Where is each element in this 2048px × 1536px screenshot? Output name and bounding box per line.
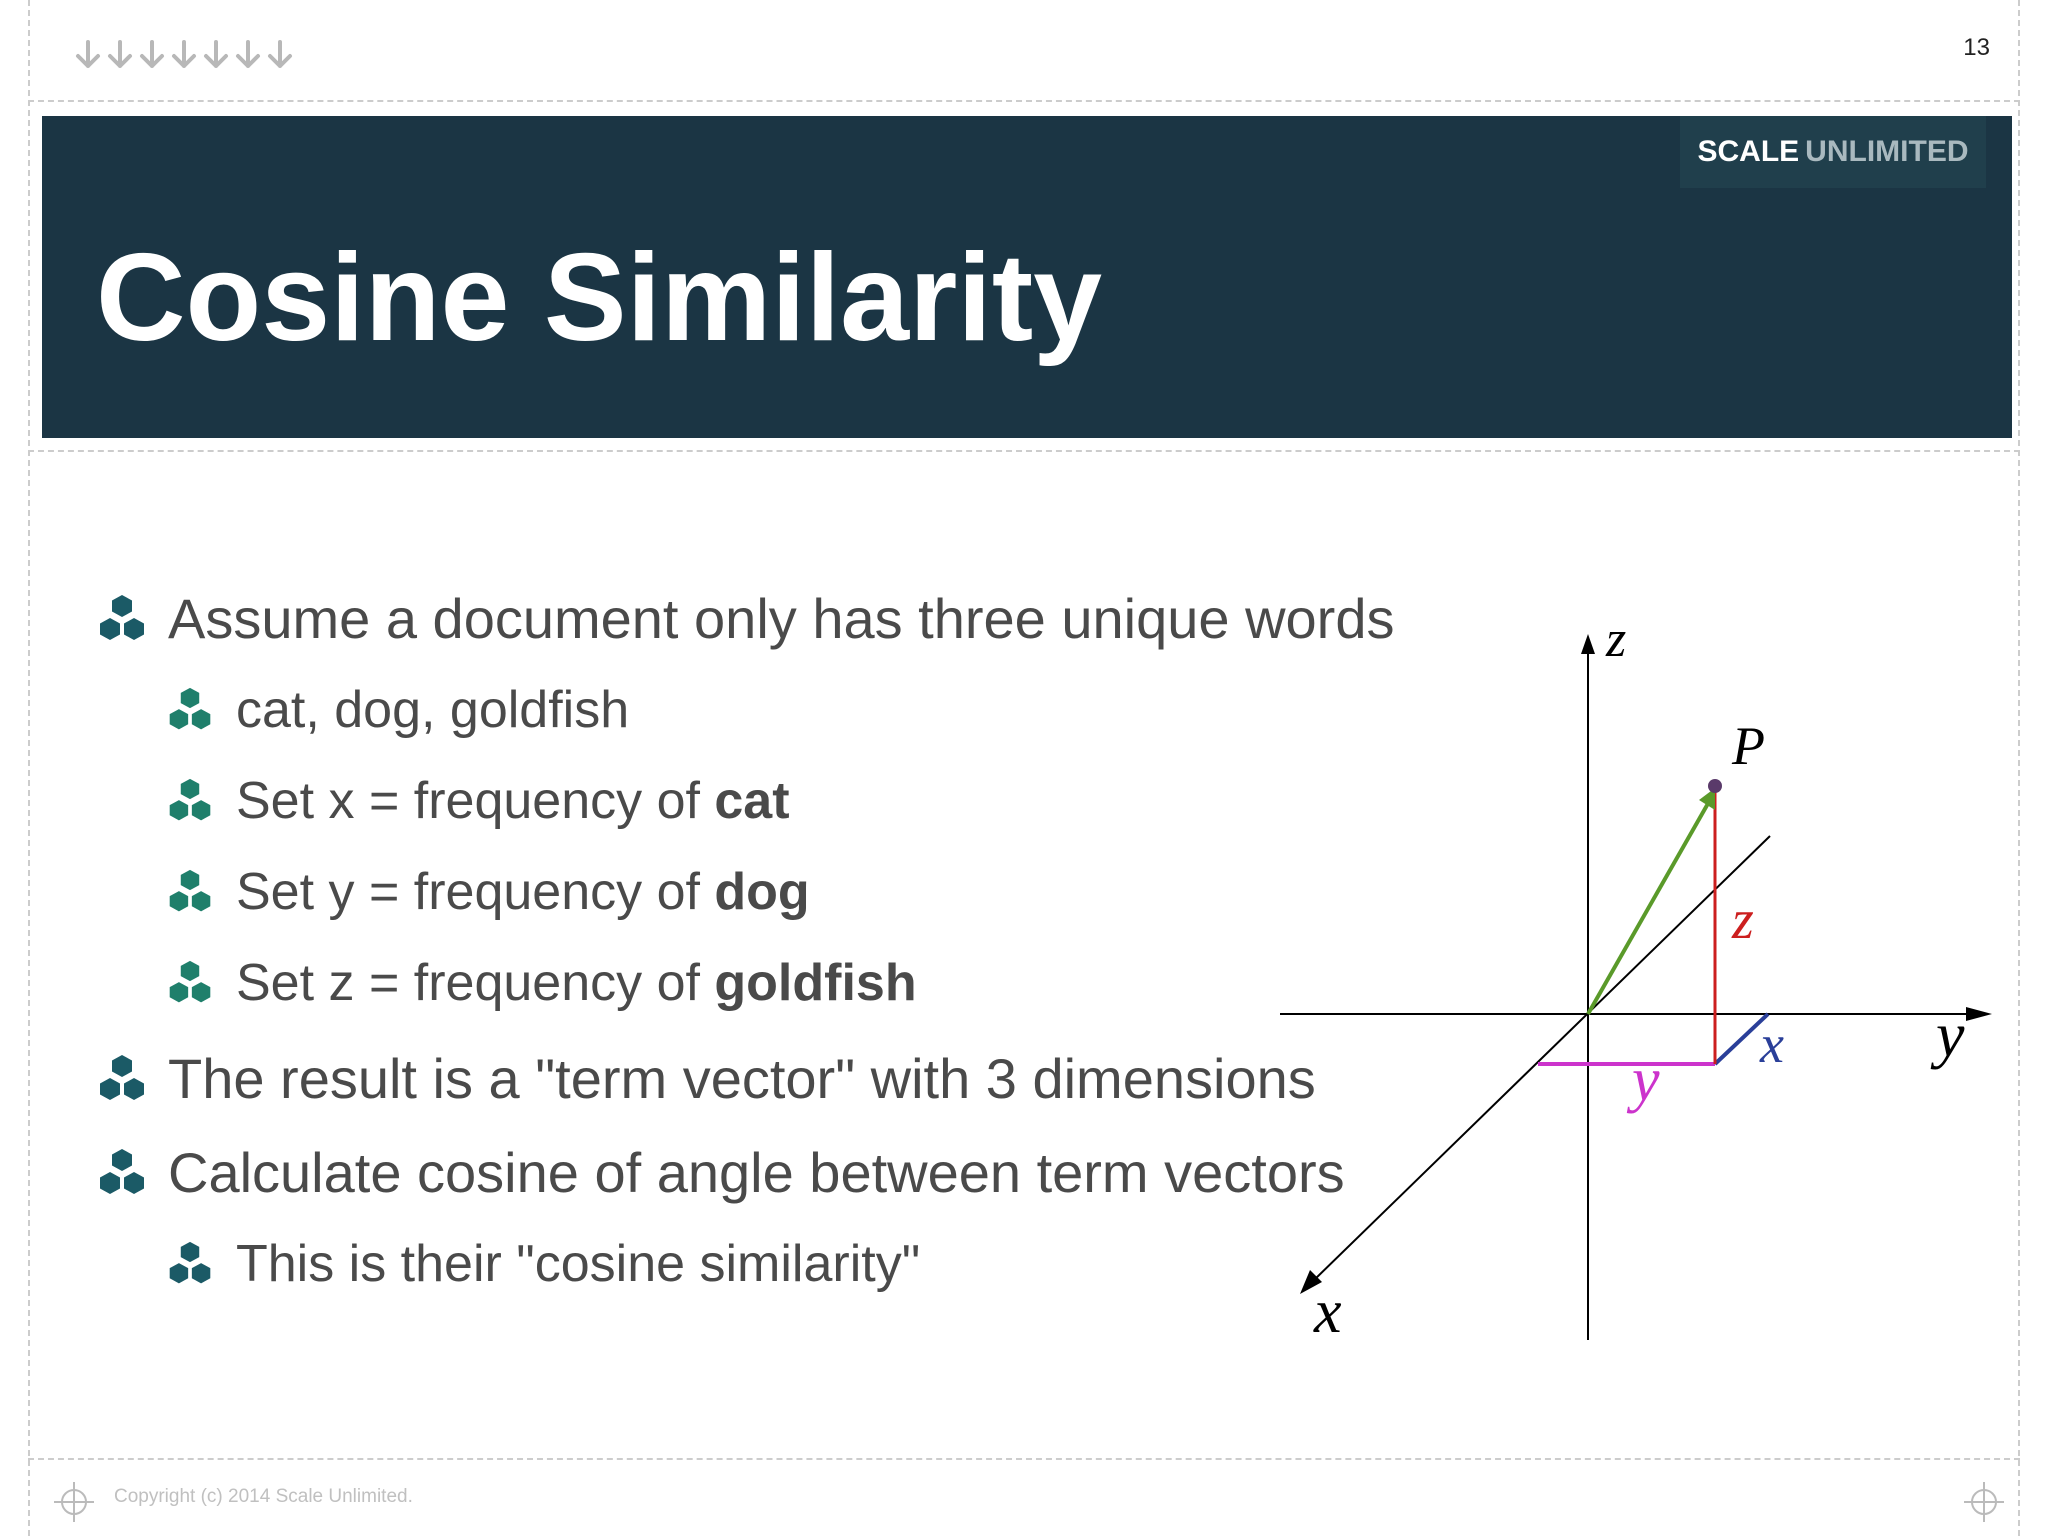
hex-cluster-icon — [166, 686, 214, 734]
down-arrow-icon — [72, 38, 104, 72]
crosshair-icon — [52, 1480, 96, 1524]
hex-cluster-icon — [166, 868, 214, 916]
logo-word-unlimited: UNLIMITED — [1805, 135, 1969, 168]
z-axis-arrowhead — [1581, 634, 1595, 654]
down-arrow-icon — [104, 38, 136, 72]
point-p-marker — [1708, 779, 1722, 793]
crosshair-icon — [1962, 1480, 2006, 1524]
bullet-item — [166, 862, 810, 922]
component-label-y: y — [1632, 1046, 1660, 1114]
vector-op — [1588, 800, 1710, 1014]
bullet-text — [236, 953, 917, 1013]
axis-label-z: z — [1606, 611, 1627, 668]
bullet-text: The result is a "term vector" with 3 dimensions — [168, 1047, 1316, 1110]
y-axis-arrowhead — [1966, 1007, 1992, 1021]
header-top-divider — [28, 100, 2020, 102]
bullet-item — [96, 1140, 1345, 1205]
vector-diagram — [1270, 610, 2010, 1350]
bullet-text: This is their "cosine similarity" — [236, 1235, 921, 1293]
hex-cluster-icon — [166, 1240, 214, 1288]
point-label-p: P — [1732, 716, 1765, 776]
bullet-item — [166, 771, 790, 831]
bullet-text-prefix: Set x = frequency of — [236, 772, 715, 830]
axis-label-x: x — [1314, 1278, 1342, 1346]
down-arrow-icon — [264, 38, 296, 72]
top-arrows — [72, 38, 296, 72]
footer-divider — [28, 1458, 2020, 1460]
bullet-text-prefix: Set z = frequency of — [236, 954, 715, 1012]
logo-word-scale: SCALE — [1697, 135, 1800, 168]
page-number: 13 — [1963, 34, 1990, 61]
company-logo — [1680, 116, 1986, 188]
down-arrow-icon — [136, 38, 168, 72]
hex-cluster-icon — [96, 1147, 148, 1199]
hex-cluster-icon — [166, 959, 214, 1007]
hex-cluster-icon — [166, 777, 214, 825]
x-axis — [1312, 836, 1770, 1282]
bullet-text-bold: dog — [714, 863, 810, 921]
component-label-z: z — [1732, 889, 1754, 951]
title-band — [42, 116, 2012, 438]
component-label-x: x — [1760, 1014, 1784, 1074]
bullet-text: Calculate cosine of angle between term vectors — [168, 1141, 1345, 1204]
bullet-item — [166, 680, 629, 740]
header-bottom-divider — [28, 450, 2020, 452]
copyright-text: Copyright (c) 2014 Scale Unlimited. — [114, 1486, 413, 1507]
bullet-text: Assume a document only has three unique words — [168, 587, 1395, 650]
down-arrow-icon — [200, 38, 232, 72]
bullet-text-bold: cat — [714, 772, 790, 830]
bullet-item — [96, 1046, 1316, 1111]
hex-cluster-icon — [96, 1053, 148, 1105]
down-arrow-icon — [232, 38, 264, 72]
bullet-item — [96, 586, 1394, 651]
slide-title: Cosine Similarity — [96, 229, 1103, 367]
hex-cluster-icon — [96, 593, 148, 645]
bullet-item — [166, 1234, 920, 1294]
bullet-text: cat, dog, goldfish — [236, 681, 630, 739]
axis-label-y: y — [1936, 999, 1965, 1070]
down-arrow-icon — [168, 38, 200, 72]
bullet-text-bold: goldfish — [714, 954, 917, 1012]
bullet-text — [236, 862, 810, 922]
bullet-text-prefix: Set y = frequency of — [236, 863, 715, 921]
bullet-text — [236, 771, 790, 831]
bullet-item — [166, 953, 917, 1013]
